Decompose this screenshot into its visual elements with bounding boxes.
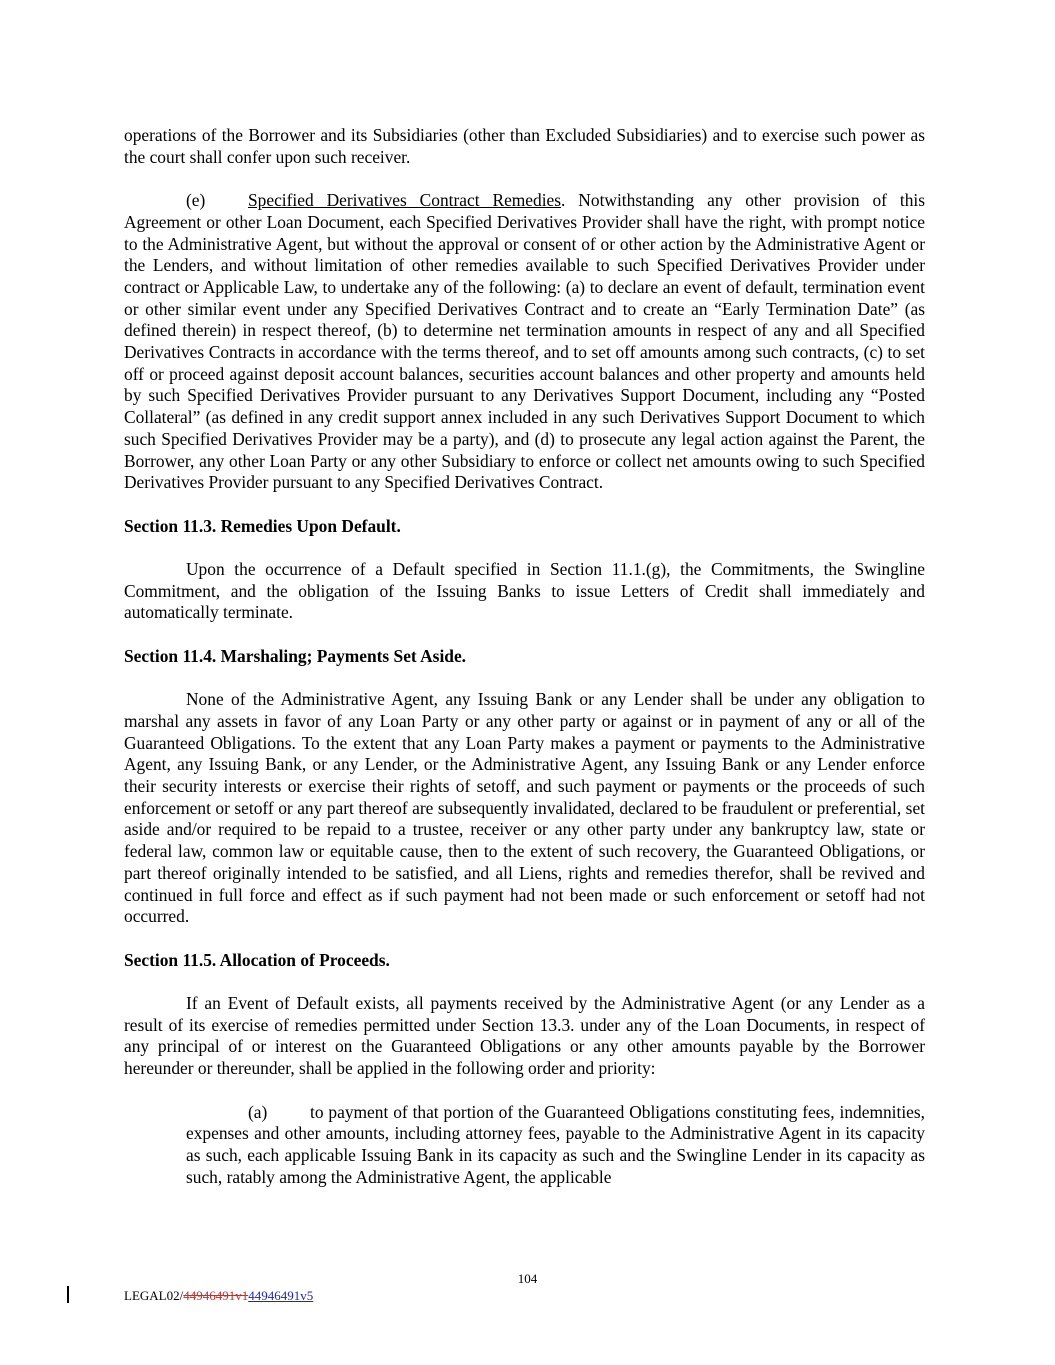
doc-id-inserted: 44946491v5 [248, 1288, 314, 1303]
section-heading-11-3: Section 11.3. Remedies Upon Default. [124, 515, 401, 536]
paragraph-a [186, 1102, 925, 1189]
item-body: to payment of that portion of the Guaranteed Obligations constituting fees, indemnities, expenses and other amounts, including attorney fees, payable to the Administrative Agent in its capacity as such, each applicable Issuing Bank in its capacity as such and the Swingline Lender in its capacity as such, ratably among the Administrative Agent, the applicable [186, 1101, 925, 1187]
document-body [124, 125, 925, 1210]
paragraph-11-3: Upon the occurrence of a Default specified in Section 11.1.(g), the Commitments, the Swingline Commitment, and the obligation of the Issuing Banks to issue Letters of Credit shall immediately and automatically terminate. [124, 559, 925, 623]
item-label: (e) [186, 190, 206, 211]
doc-id-deleted: 44946491v1 [183, 1288, 249, 1303]
change-bar [67, 1286, 69, 1303]
item-body: . Notwithstanding any other provision of this Agreement or other Loan Document, each Specified Derivatives Provider shall have the right, with prompt notice to the Administrative Agent, but without the approval or consent of or other action by the Administrative Agent or the Lenders, and without limitation of other remedies available to such Specified Derivatives Provider under contract or Applicable Law, to undertake any of the following: (a) to declare an event of default, termination event or other similar event under any Specified Derivatives Contract and to create an “Early Termination Date” (as defined therein) in respect thereof, (b) to determine net termination amounts in respect of any and all Specified Derivatives Contracts in accordance with the terms thereof, and to set off amounts among such contracts, (c) to set off or proceed against deposit account balances, securities account balances and other property and amounts held by such Specified Derivatives Provider pursuant to any Derivatives Support Document, including any “Posted Collateral” (as defined in any credit support annex included in any such Derivatives Support Document to which such Specified Derivatives Provider may be a party), and (d) to prosecute any legal action against the Parent, the Borrower, any other Loan Party or any other Subsidiary to enforce or collect net amounts owing to such Specified Derivatives Provider pursuant to any Specified Derivatives Contract. [124, 190, 925, 493]
page-number: 104 [517, 1271, 538, 1286]
paragraph-11-4: None of the Administrative Agent, any Issuing Bank or any Lender shall be under any obligation to marshal any assets in favor of any Loan Party or any other party or against or in payment of any or all of the Guaranteed Obligations. To the extent that any Loan Party makes a payment or payments to the Administrative Agent, any Issuing Bank, or any Lender, or the Administrative Agent, any Issuing Bank or any Lender enforce their security interests or exercise their rights of setoff, and such payment or payments or the proceeds of such enforcement or setoff or any part thereof are subsequently invalidated, declared to be fraudulent or preferential, set aside and/or required to be repaid to a trustee, receiver or any other party under any bankruptcy law, state or federal law, common law or equitable cause, then to the extent of such recovery, the Guaranteed Obligations, or part thereof originally intended to be satisfied, and all Liens, rights and remedies therefor, shall be revived and continued in full force and effect as if such payment had not been made or such enforcement or setoff had not occurred. [124, 689, 925, 927]
paragraph-11-5: If an Event of Default exists, all payments received by the Administrative Agent (or any Lender as a result of its exercise of remedies permitted under Section 13.3. under any of the Loan Documents, in respect of any principal of or interest on the Guaranteed Obligations or any other amounts payable by the Borrower hereunder or thereunder, shall be applied in the following order and priority: [124, 993, 925, 1079]
paragraph-continuation: operations of the Borrower and its Subsidiaries (other than Excluded Subsidiaries) and to exercise such power as the court shall confer upon such receiver. [124, 125, 925, 167]
section-heading-11-4: Section 11.4. Marshaling; Payments Set Aside. [124, 645, 467, 666]
item-label: (a) [248, 1101, 268, 1122]
doc-prefix: LEGAL02/ [124, 1288, 184, 1303]
paragraph-e [124, 190, 925, 494]
item-title: Specified Derivatives Contract Remedies [248, 190, 562, 211]
section-heading-11-5: Section 11.5. Allocation of Proceeds. [124, 949, 390, 970]
document-id [124, 1288, 313, 1304]
